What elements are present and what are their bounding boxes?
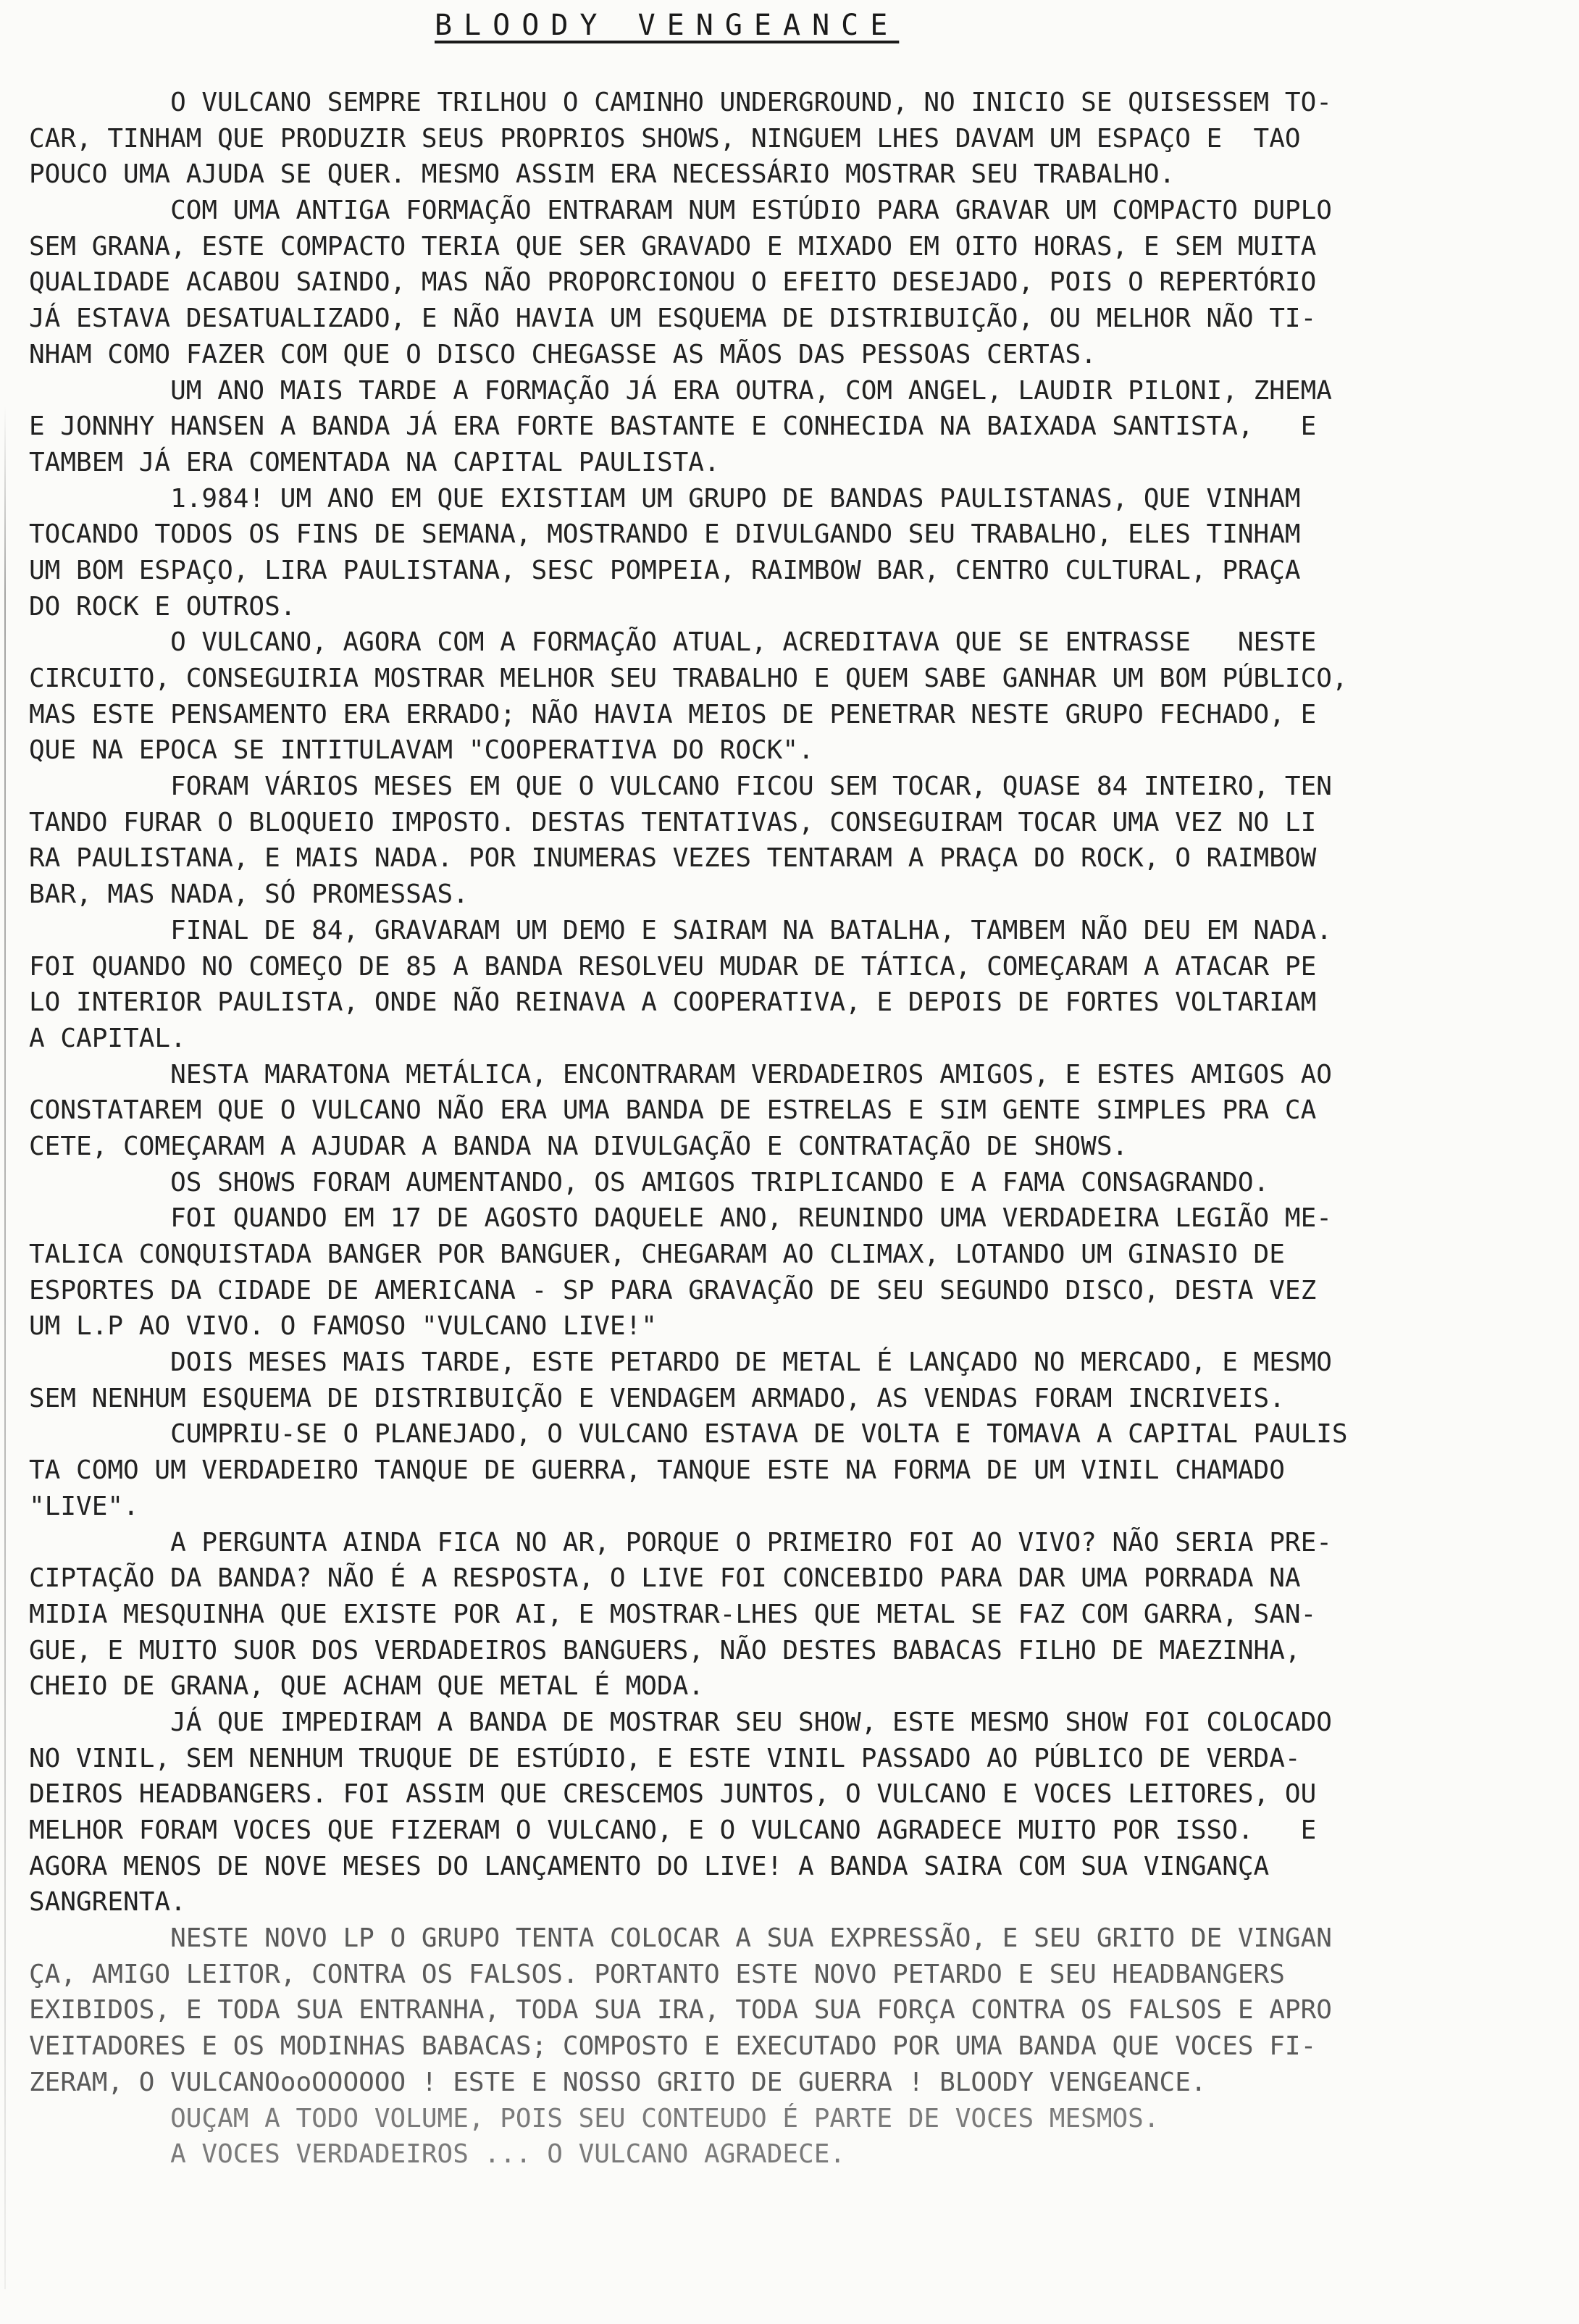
text-line: JÁ QUE IMPEDIRAM A BANDA DE MOSTRAR SEU SHOW, ESTE MESMO SHOW FOI COLOCADO [29,1707,1332,1737]
text-line: EXIBIDOS, E TODA SUA ENTRANHA, TODA SUA IRA, TODA SUA FORÇA CONTRA OS FALSOS E APRO [29,1995,1332,2026]
text-line: VEITADORES E OS MODINHAS BABACAS; COMPOSTO E EXECUTADO POR UMA BANDA QUE VOCES FI- [29,2031,1317,2062]
text-line: DO ROCK E OUTROS. [29,591,296,622]
text-line: FORAM VÁRIOS MESES EM QUE O VULCANO FICOU SEM TOCAR, QUASE 84 INTEIRO, TEN [29,772,1332,802]
text-line: QUE NA EPOCA SE INTITULAVAM "COOPERATIVA DO ROCK". [29,735,814,766]
text-line: ESPORTES DA CIDADE DE AMERICANA - SP PARA GRAVAÇÃO DE SEU SEGUNDO DISCO, DESTA VEZ [29,1275,1317,1305]
text-line: "LIVE". [29,1491,139,1521]
text-line: AGORA MENOS DE NOVE MESES DO LANÇAMENTO DO LIVE! A BANDA SAIRA COM SUA VINGANÇA [29,1851,1270,1881]
text-line: CONSTATAREM QUE O VULCANO NÃO ERA UMA BANDA DE ESTRELAS E SIM GENTE SIMPLES PRA CA [29,1095,1317,1126]
text-line: COM UMA ANTIGA FORMAÇÃO ENTRARAM NUM ESTÚDIO PARA GRAVAR UM COMPACTO DUPLO [29,196,1332,226]
text-line: UM L.P AO VIVO. O FAMOSO "VULCANO LIVE!" [29,1311,657,1342]
text-line: DOIS MESES MAIS TARDE, ESTE PETARDO DE METAL É LANÇADO NO MERCADO, E MESMO [29,1347,1332,1378]
text-line: CIRCUITO, CONSEGUIRIA MOSTRAR MELHOR SEU TRABALHO E QUEM SABE GANHAR UM BOM PÚBLICO, [29,664,1348,693]
text-line: CETE, COMEÇARAM A AJUDAR A BANDA NA DIVULGAÇÃO E CONTRATAÇÃO DE SHOWS. [29,1131,1128,1161]
text-line: E JONNHY HANSEN A BANDA JÁ ERA FORTE BASTANTE E CONHECIDA NA BAIXADA SANTISTA, E [29,411,1317,442]
text-line: A VOCES VERDADEIROS ... O VULCANO AGRADECE. [29,2139,846,2170]
text-line: SANGRENTA. [29,1887,186,1918]
text-line: ZERAM, O VULCANOooOOOOOO ! ESTE E NOSSO GRITO DE GUERRA ! BLOODY VENGEANCE. [29,2067,1207,2097]
text-line: MAS ESTE PENSAMENTO ERA ERRADO; NÃO HAVIA MEIOS DE PENETRAR NESTE GRUPO FECHADO, E [29,699,1317,730]
text-line: MELHOR FORAM VOCES QUE FIZERAM O VULCANO, E O VULCANO AGRADECE MUITO POR ISSO. E [29,1815,1317,1845]
text-line: MIDIA MESQUINHA QUE EXISTE POR AI, E MOSTRAR-LHES QUE METAL SE FAZ COM GARRA, SAN- [29,1599,1317,1629]
text-line: CIPTAÇÃO DA BANDA? NÃO É A RESPOSTA, O LIVE FOI CONCEBIDO PARA DAR UMA PORRADA NA [29,1563,1301,1594]
text-line: FINAL DE 84, GRAVARAM UM DEMO E SAIRAM NA BATALHA, TAMBEM NÃO DEU EM NADA. [29,915,1332,945]
text-line: O VULCANO, AGORA COM A FORMAÇÃO ATUAL, ACREDITAVA QUE SE ENTRASSE NESTE [29,627,1317,658]
text-line: A CAPITAL. [29,1023,186,1053]
text-line: UM BOM ESPAÇO, LIRA PAULISTANA, SESC POMPEIA, RAIMBOW BAR, CENTRO CULTURAL, PRAÇA [29,555,1301,585]
text-line: SEM GRANA, ESTE COMPACTO TERIA QUE SER GRAVADO E MIXADO EM OITO HORAS, E SEM MUITA [29,231,1317,262]
text-line: TA COMO UM VERDADEIRO TANQUE DE GUERRA, TANQUE ESTE NA FORMA DE UM VINIL CHAMADO [29,1455,1285,1486]
text-line: NO VINIL, SEM NENHUM TRUQUE DE ESTÚDIO, E ESTE VINIL PASSADO AO PÚBLICO DE VERDA- [29,1743,1301,1773]
text-line: RA PAULISTANA, E MAIS NADA. POR INUMERAS VEZES TENTARAM A PRAÇA DO ROCK, O RAIMBOW [29,843,1317,874]
text-line: TANDO FURAR O BLOQUEIO IMPOSTO. DESTAS TENTATIVAS, CONSEGUIRAM TOCAR UMA VEZ NO LI [29,807,1317,837]
text-line: TAMBEM JÁ ERA COMENTADA NA CAPITAL PAULISTA. [29,447,720,477]
text-line: CUMPRIU-SE O PLANEJADO, O VULCANO ESTAVA DE VOLTA E TOMAVA A CAPITAL PAULIS [29,1419,1348,1450]
text-line: NESTE NOVO LP O GRUPO TENTA COLOCAR A SUA EXPRESSÃO, E SEU GRITO DE VINGAN [29,1923,1332,1954]
text-line: TOCANDO TODOS OS FINS DE SEMANA, MOSTRANDO E DIVULGANDO SEU TRABALHO, ELES TINHAM [29,519,1301,550]
document-title: BLOODY VENGEANCE [435,9,900,42]
text-line: LO INTERIOR PAULISTA, ONDE NÃO REINAVA A COOPERATIVA, E DEPOIS DE FORTES VOLTARIAM [29,987,1317,1018]
text-line: NHAM COMO FAZER COM QUE O DISCO CHEGASSE AS MÃOS DAS PESSOAS CERTAS. [29,339,1097,369]
text-line: JÁ ESTAVA DESATUALIZADO, E NÃO HAVIA UM ESQUEMA DE DISTRIBUIÇÃO, OU MELHOR NÃO TI- [29,304,1317,334]
text-line: CHEIO DE GRANA, QUE ACHAM QUE METAL É MODA. [29,1671,704,1702]
document-body [29,85,1557,2173]
text-line: UM ANO MAIS TARDE A FORMAÇÃO JÁ ERA OUTRA, COM ANGEL, LAUDIR PILONI, ZHEMA [29,375,1332,406]
text-line: 1.984! UM ANO EM QUE EXISTIAM UM GRUPO DE BANDAS PAULISTANAS, QUE VINHAM [29,483,1301,514]
text-line: OS SHOWS FORAM AUMENTANDO, OS AMIGOS TRIPLICANDO E A FAMA CONSAGRANDO. [29,1167,1270,1197]
text-line: DEIROS HEADBANGERS. FOI ASSIM QUE CRESCEMOS JUNTOS, O VULCANO E VOCES LEITORES, OU [29,1779,1317,1810]
text-line: FOI QUANDO NO COMEÇO DE 85 A BANDA RESOLVEU MUDAR DE TÁTICA, COMEÇARAM A ATACAR PE [29,951,1317,982]
text-line: SEM NENHUM ESQUEMA DE DISTRIBUIÇÃO E VENDAGEM ARMADO, AS VENDAS FORAM INCRIVEIS. [29,1383,1285,1413]
text-line: QUALIDADE ACABOU SAINDO, MAS NÃO PROPORCIONOU O EFEITO DESEJADO, POIS O REPERTÓRIO [29,267,1317,298]
text-line: ÇA, AMIGO LEITOR, CONTRA OS FALSOS. PORTANTO ESTE NOVO PETARDO E SEU HEADBANGERS [29,1959,1285,1989]
text-line: FOI QUANDO EM 17 DE AGOSTO DAQUELE ANO, REUNINDO UMA VERDADEIRA LEGIÃO ME- [29,1203,1332,1234]
text-line: TALICA CONQUISTADA BANGER POR BANGUER, CHEGARAM AO CLIMAX, LOTANDO UM GINASIO DE [29,1240,1285,1269]
text-line: O VULCANO SEMPRE TRILHOU O CAMINHO UNDERGROUND, NO INICIO SE QUISESSEM TO- [29,88,1332,117]
text-line: A PERGUNTA AINDA FICA NO AR, PORQUE O PRIMEIRO FOI AO VIVO? NÃO SERIA PRE- [29,1527,1332,1558]
text-line: NESTA MARATONA METÁLICA, ENCONTRARAM VERDADEIROS AMIGOS, E ESTES AMIGOS AO [29,1059,1332,1090]
text-line: OUÇAM A TODO VOLUME, POIS SEU CONTEUDO É PARTE DE VOCES MESMOS. [29,2103,1160,2133]
text-line: GUE, E MUITO SUOR DOS VERDADEIROS BANGUERS, NÃO DESTES BABACAS FILHO DE MAEZINHA, [29,1635,1301,1665]
text-line: BAR, MAS NADA, SÓ PROMESSAS. [29,879,469,910]
text-line: CAR, TINHAM QUE PRODUZIR SEUS PROPRIOS SHOWS, NINGUEM LHES DAVAM UM ESPAÇO E TAO [29,123,1301,154]
text-line: POUCO UMA AJUDA SE QUER. MESMO ASSIM ERA NECESSÁRIO MOSTRAR SEU TRABALHO. [29,159,1176,190]
